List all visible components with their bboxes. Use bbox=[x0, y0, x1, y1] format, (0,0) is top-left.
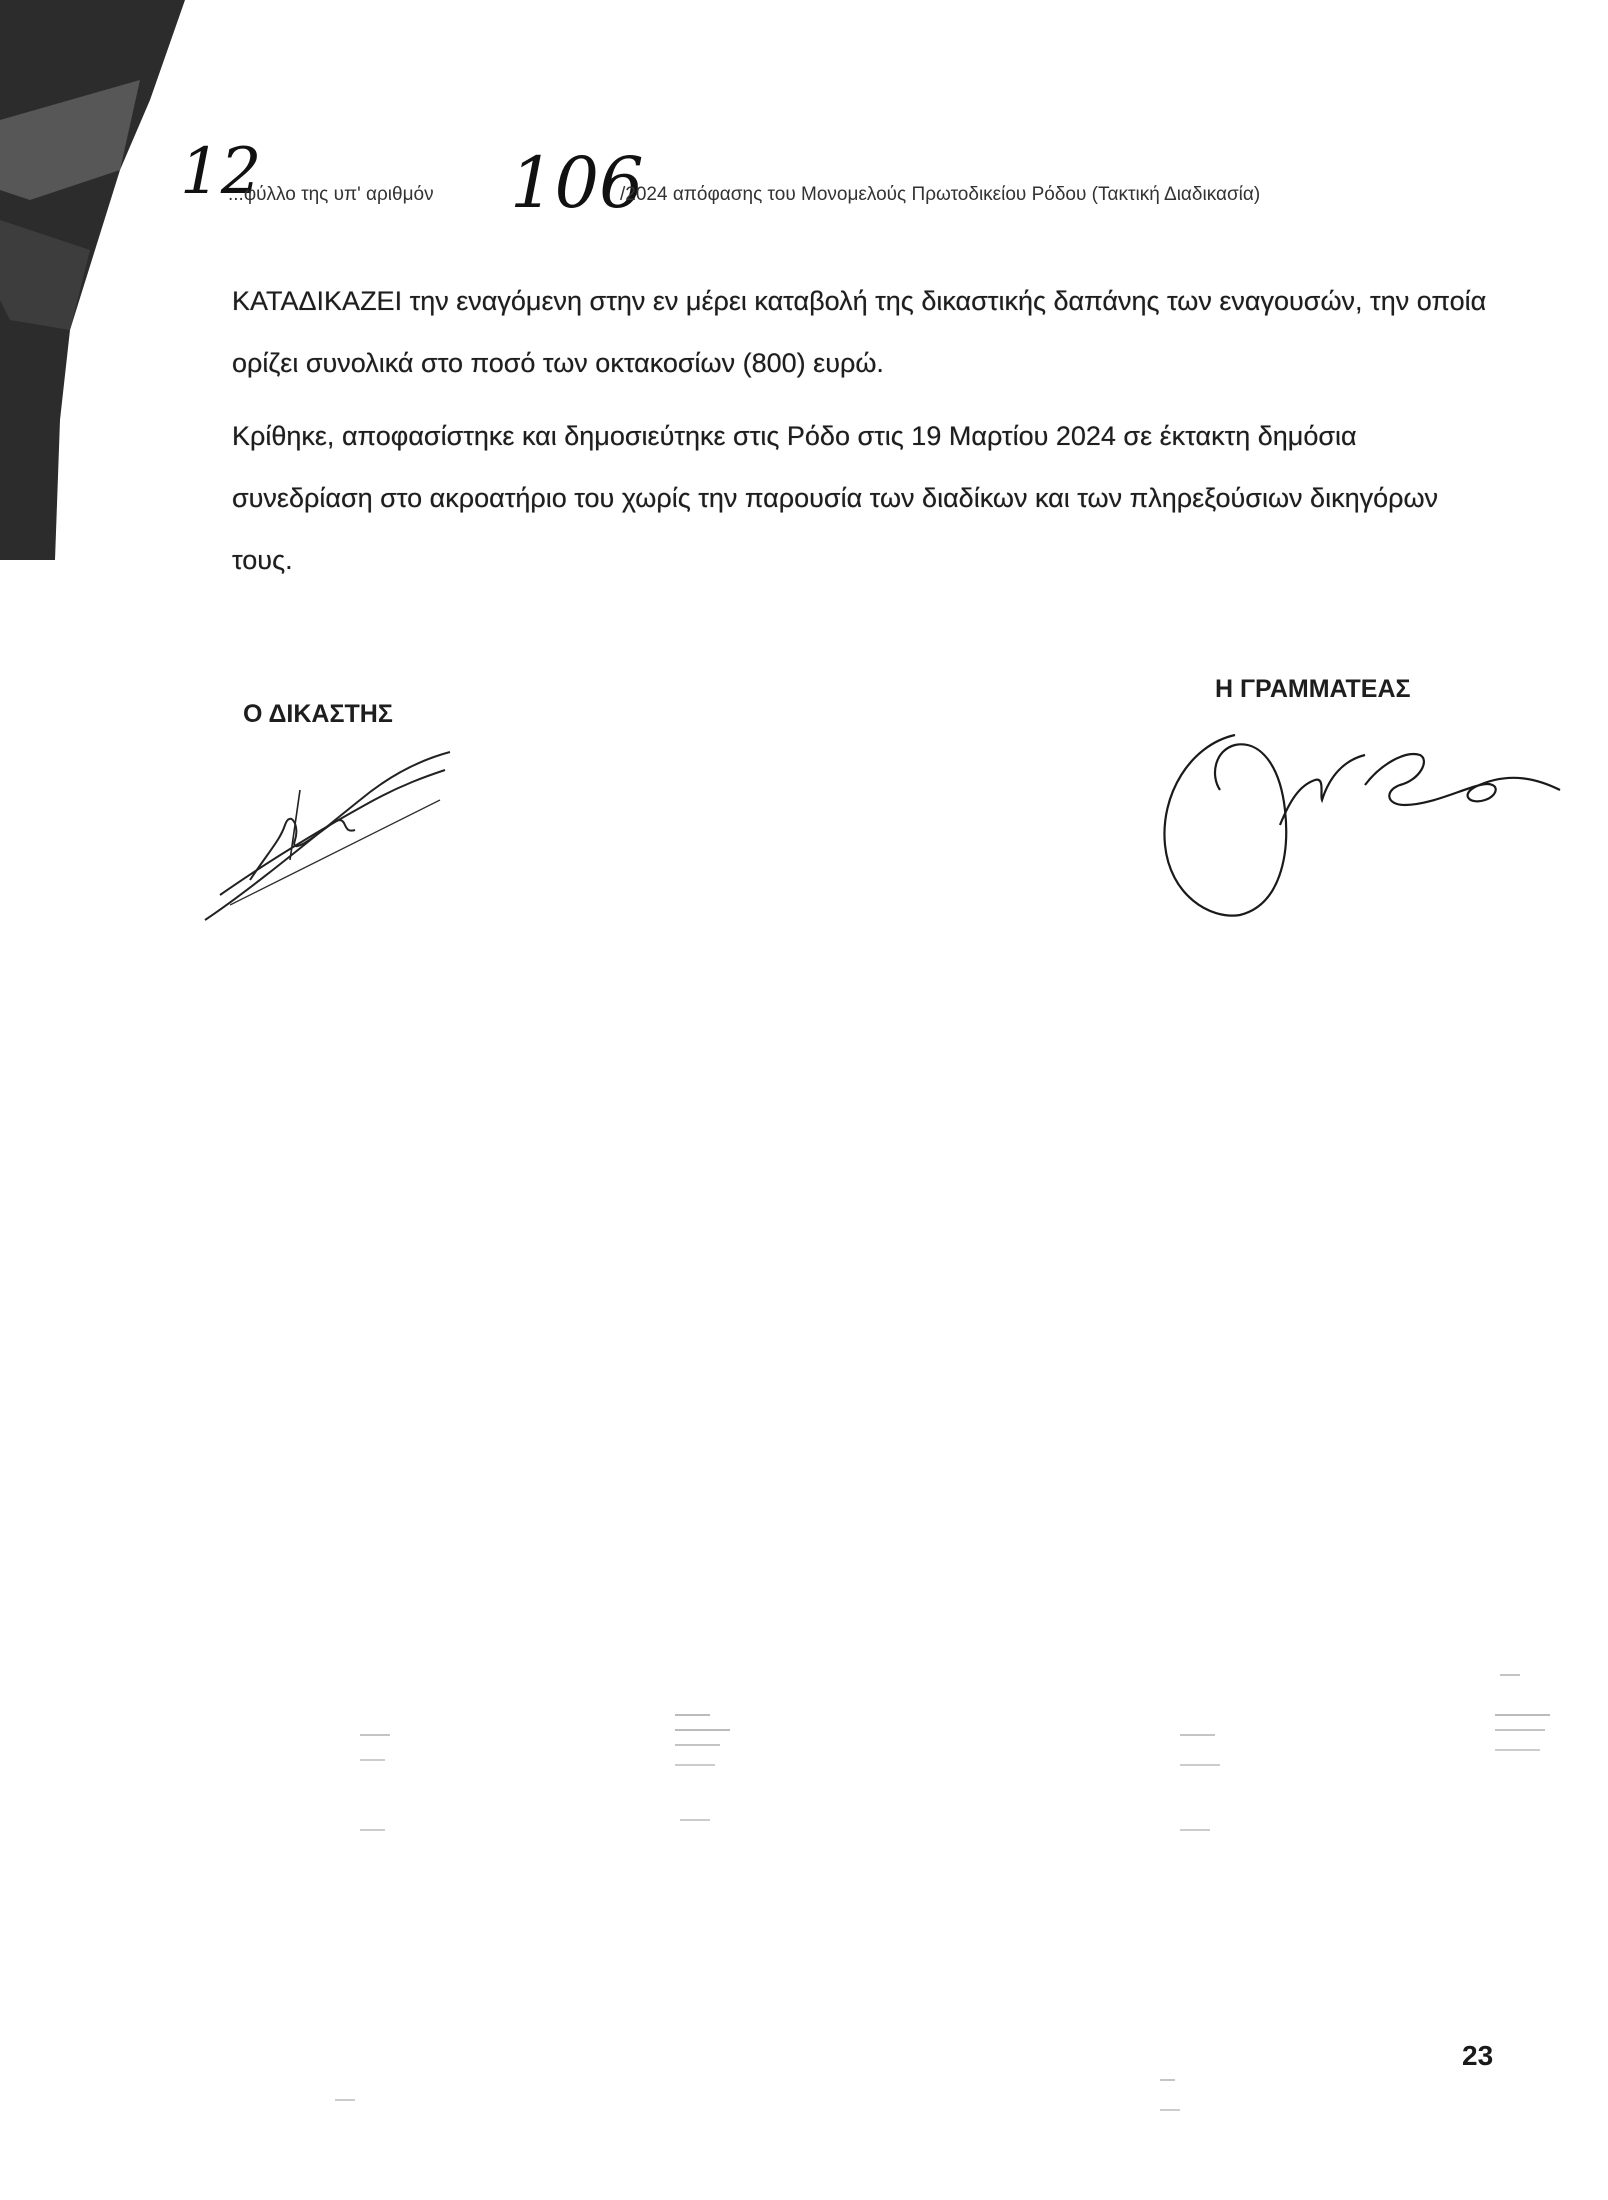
page-number: 23 bbox=[1462, 2040, 1494, 2071]
paragraph-condemnation: ΚΑΤΑΔΙΚΑΖΕΙ την εναγόμενη στην εν μέρει καταβολή της δικαστικής δαπάνης των εναγουσών, την οποία ορίζει συνολικά στο ποσό των οκτακοσίων (800) ευρώ. bbox=[232, 286, 1487, 378]
handwritten-decision-number: 106 bbox=[510, 142, 644, 224]
header-text-prefix: ...φύλλο της υπ' αριθμόν bbox=[228, 184, 434, 205]
bleed-through-mark bbox=[1175, 1730, 1235, 1850]
clerk-signature bbox=[1130, 705, 1570, 935]
judge-signature bbox=[190, 730, 470, 930]
clerk-title: Η ΓΡΑΜΜΑΤΕΑΣ bbox=[1215, 675, 1411, 703]
handwritten-sheet-number: 12 bbox=[180, 135, 262, 209]
scan-edge-shadow bbox=[0, 0, 200, 560]
page-header bbox=[180, 135, 1420, 230]
bleed-through-mark bbox=[330, 2080, 390, 2200]
bleed-through-mark bbox=[670, 1710, 730, 1830]
judge-title: Ο ΔΙΚΑΣΤΗΣ bbox=[243, 700, 393, 728]
bleed-through-mark bbox=[1495, 1670, 1555, 1790]
bleed-through-mark bbox=[1155, 2070, 1215, 2190]
paragraph-publication: Κρίθηκε, αποφασίστηκε και δημοσιεύτηκε στις Ρόδο στις 19 Μαρτίου 2024 σε έκτακτη δημόσια συνεδρίαση στο ακροατήριο του χωρίς την παρουσία των διαδίκων και των πληρεξούσιων δικηγόρων τους. bbox=[232, 421, 1439, 575]
header-text-suffix: /2024 απόφασης του Μονομελούς Πρωτοδικείου Ρόδου (Τακτική Διαδικασία) bbox=[620, 184, 1261, 205]
bleed-through-mark bbox=[355, 1730, 415, 1850]
